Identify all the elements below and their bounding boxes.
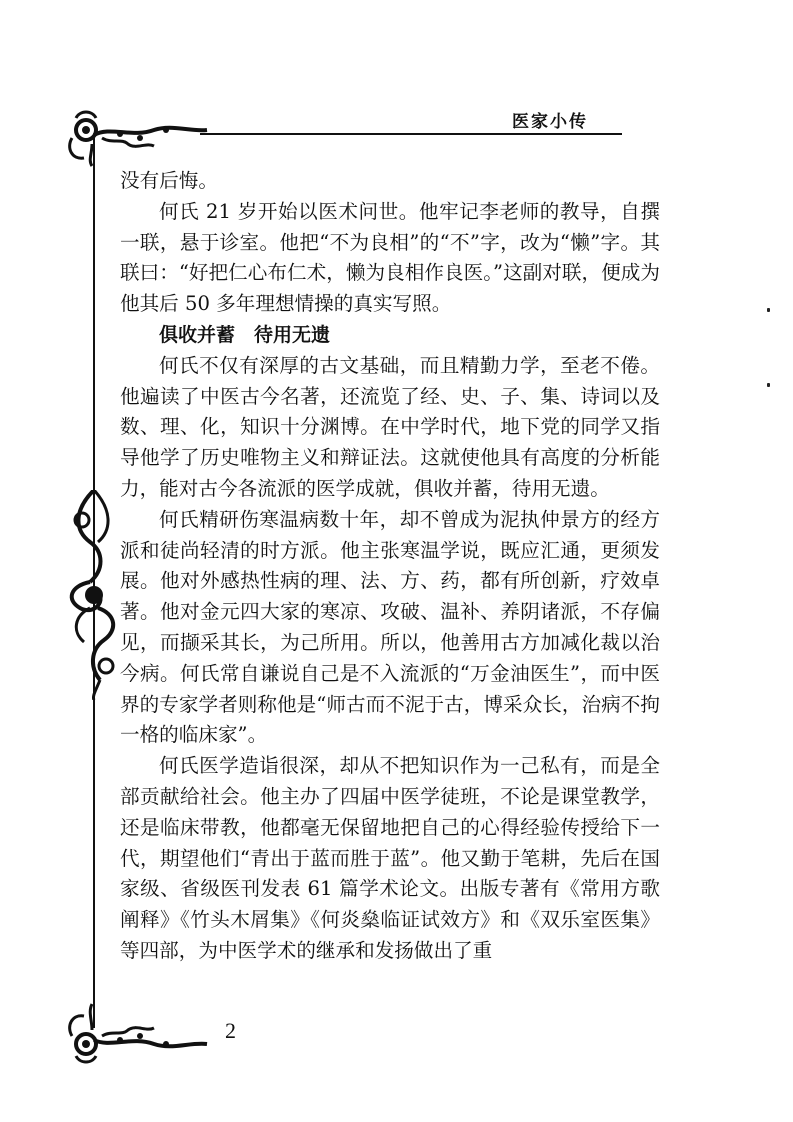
corner-flourish-top — [62, 108, 212, 168]
scan-speck — [767, 383, 770, 387]
running-head-title: 医家小传 — [512, 112, 588, 132]
header-rule — [200, 133, 622, 135]
paragraph-continuation: 没有后悔。 — [120, 169, 218, 192]
paragraph: 何氏医学造诣很深，却从不把知识作为一己私有，而是全部贡献给社会。他主办了四届中医学徒班，不论是课堂教学，还是临床带教，他都毫无保留地把自己的心得经验传授给下一代，期望他们“青出于蓝而胜于蓝”。他又勤于笔耕，先后在国家级、省级医刊发表 61 篇学术论文。出版专著有《常用方歌阐释》《竹头木屑集》《何炎燊临证试效方》和《双乐室医集》等四部，为中医学术的继承和发扬做出了重 — [120, 754, 660, 962]
paragraph: 何氏 21 岁开始以医术问世。他牢记李老师的教导，自撰一联，悬于诊室。他把“不为良相”的“不”字，改为“懒”字。其联曰：“好把仁心布仁术，懒为良相作良医。”这副对联，便成为他其后 50 多年理想情操的真实写照。 — [120, 199, 660, 316]
corner-flourish-bottom — [62, 1000, 212, 1070]
paragraph: 何氏精研伤寒温病数十年，却不曾成为泥执仲景方的经方派和徒尚轻清的时方派。他主张寒温学说，既应汇通，更须发展。他对外感热性病的理、法、方、药，都有所创新，疗效卓著。他对金元四大家的寒凉、攻破、温补、养阴诸派，不存偏见，而撷采其长，为己所用。所以，他善用古方加减化裁以治今病。何氏常自谦说自己是不入流派的“万金油医生”，而中医界的专家学者则称他是“师古而不泥于古，博采众长，治病不拘一格的临床家”。 — [120, 507, 660, 747]
scan-speck — [767, 308, 770, 312]
paragraph: 何氏不仅有深厚的古文基础，而且精勤力学，至老不倦。他遍读了中医古今名著，还流览了经、史、子、集、诗词以及数、理、化，知识十分渊博。在中学时代，地下党的同学又指导他学了历史唯物主义和辩证法。这就使他具有高度的分析能力，能对古今各流派的医学成就，俱收并蓄，待用无遗。 — [120, 353, 660, 500]
page-number: 2 — [225, 1018, 236, 1043]
section-heading: 俱收并蓄 待用无遗 — [159, 323, 331, 346]
body-text — [120, 166, 660, 967]
